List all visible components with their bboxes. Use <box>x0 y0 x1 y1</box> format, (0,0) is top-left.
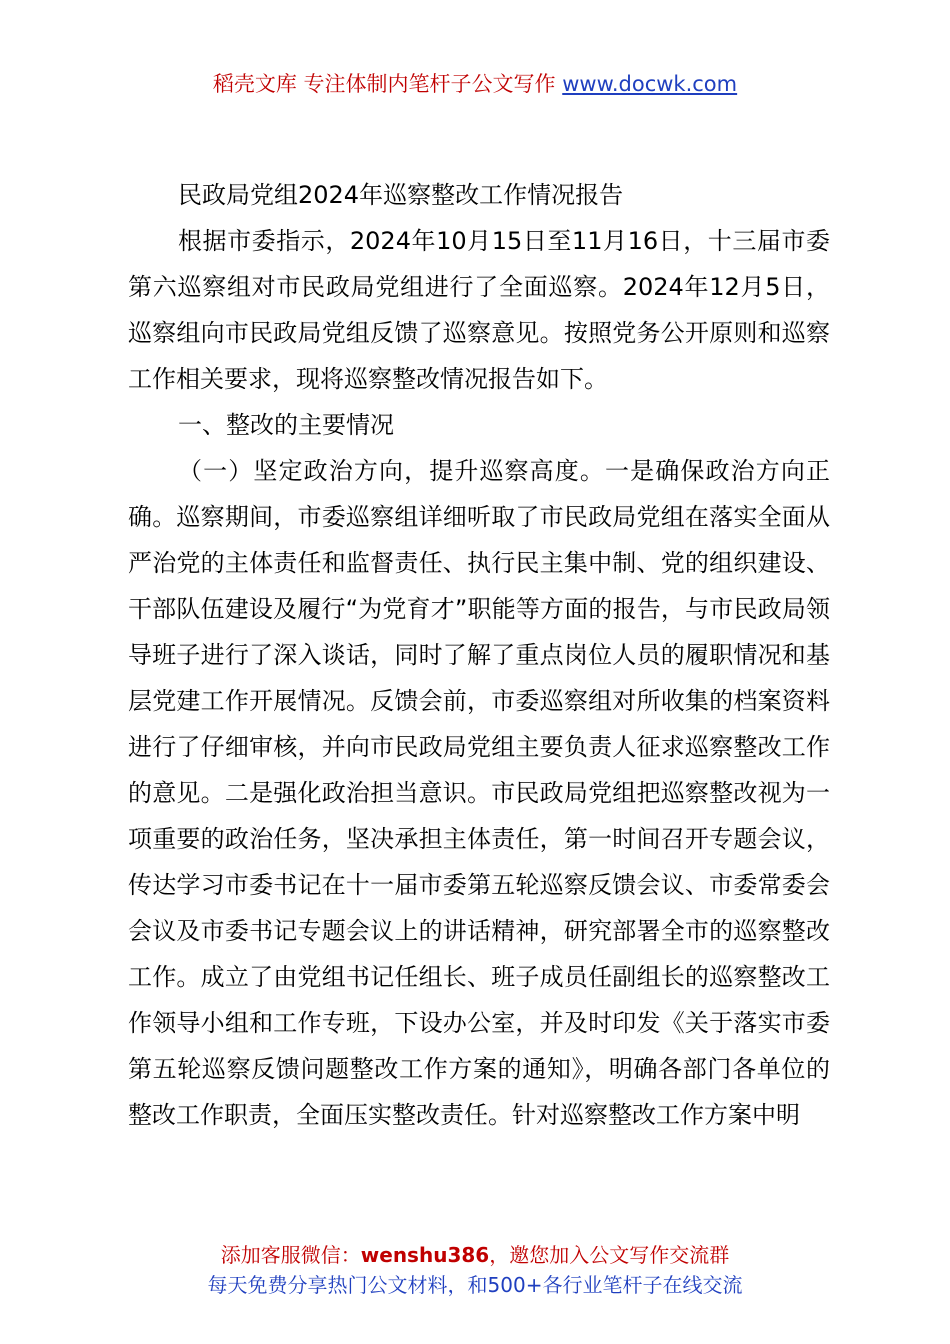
footer-line-1 <box>0 1240 950 1270</box>
site-slogan: 稻壳文库 专注体制内笔杆子公文写作 <box>212 72 556 96</box>
section-heading: 一、整改的主要情况 <box>178 411 394 439</box>
page-header <box>0 68 950 98</box>
document-title: 民政局党组2024年巡察整改工作情况报告 <box>178 181 624 209</box>
page-footer <box>0 1240 950 1300</box>
footer-line-2: 每天免费分享热门公文材料，和500+各行业笔杆子在线交流 <box>207 1273 743 1297</box>
site-link[interactable]: www.docwk.com <box>562 72 738 96</box>
paragraph-intro: 根据市委指示，2024年10月15日至11月16日，十三届市委第六巡察组对市民政局党组进行了全面巡察。2024年12月5日，巡察组向市民政局党组反馈了巡察意见。按照党务公开原则和巡察工作相关要求，现将巡察整改情况报告如下。 <box>128 227 830 393</box>
footer-suffix: ，邀您加入公文写作交流群 <box>489 1243 730 1267</box>
document-body <box>128 172 830 1138</box>
footer-prefix: 添加客服微信： <box>220 1243 361 1267</box>
wechat-id: wenshu386 <box>360 1243 490 1267</box>
paragraph-body: （一）坚定政治方向，提升巡察高度。一是确保政治方向正确。巡察期间，市委巡察组详细听取了市民政局党组在落实全面从严治党的主体责任和监督责任、执行民主集中制、党的组织建设、干部队伍建设及履行“为党育才”职能等方面的报告，与市民政局领导班子进行了深入谈话，同时了解了重点岗位人员的履职情况和基层党建工作开展情况。反馈会前，市委巡察组对所收集的档案资料进行了仔细审核，并向市民政局党组主要负责人征求巡察整改工作的意见。二是强化政治担当意识。市民政局党组把巡察整改视为一项重要的政治任务，坚决承担主体责任，第一时间召开专题会议，传达学习市委书记在十一届市委第五轮巡察反馈会议、市委常委会会议及市委书记专题会议上的讲话精神，研究部署全市的巡察整改工作。成立了由党组书记任组长、班子成员任副组长的巡察整改工作领导小组和工作专班，下设办公室，并及时印发《关于落实市委第五轮巡察反馈问题整改工作方案的通知》，明确各部门各单位的整改工作职责，全面压实整改责任。针对巡察整改工作方案中明 <box>128 457 830 1129</box>
